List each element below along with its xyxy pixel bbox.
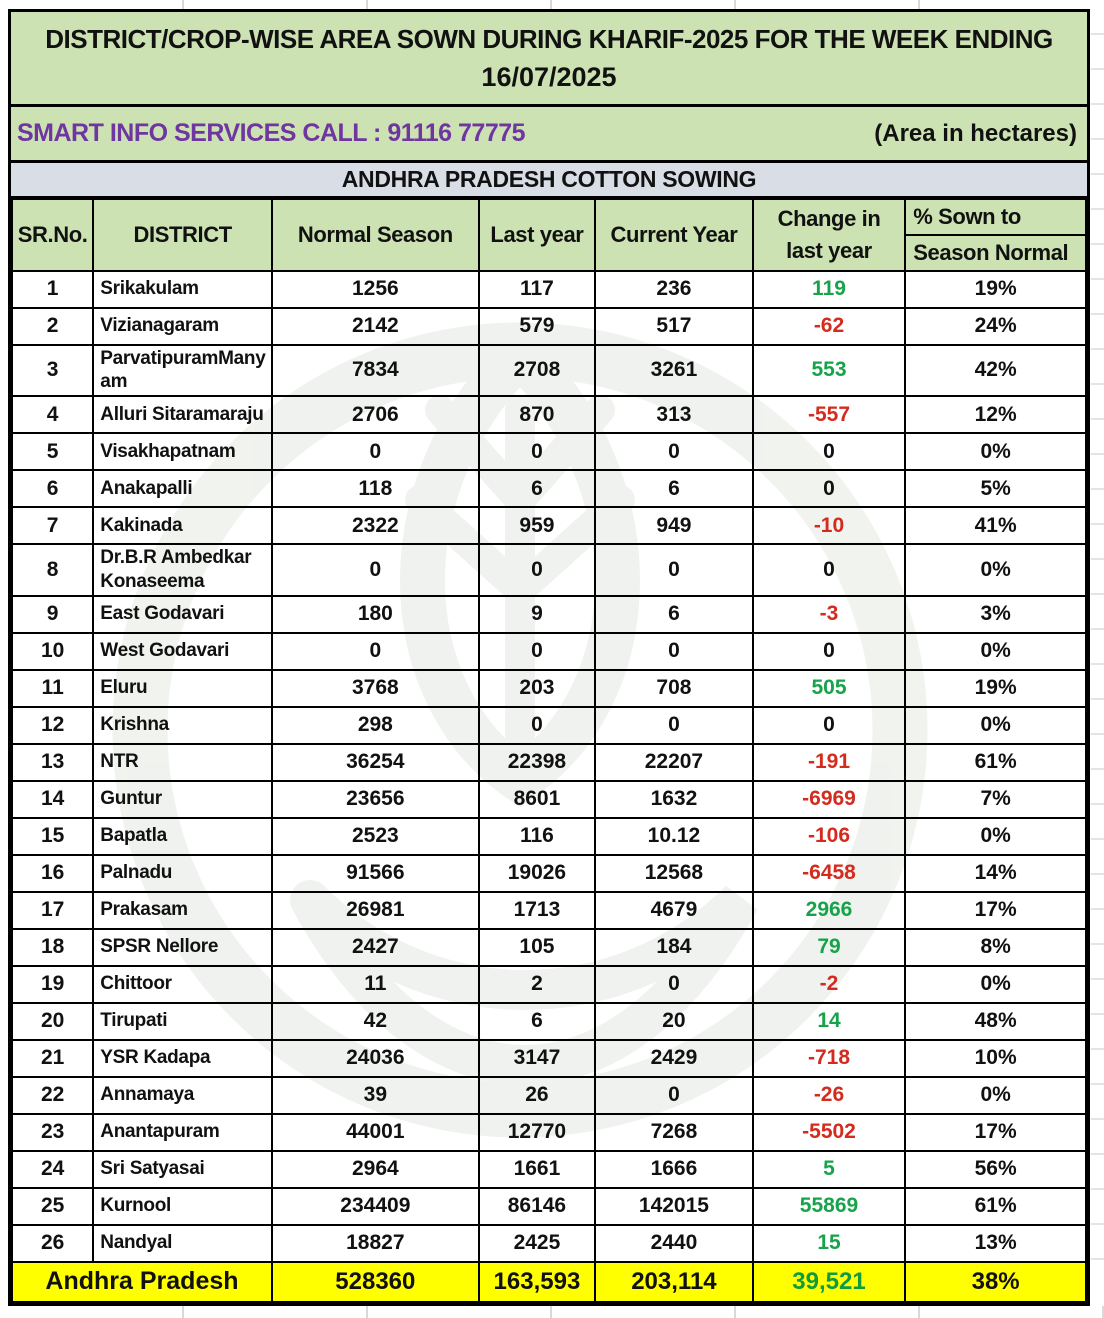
change-cell: -106 bbox=[753, 818, 906, 855]
pct-sown-cell: 0% bbox=[905, 544, 1086, 596]
table-footer bbox=[12, 1262, 1086, 1302]
change-cell: 79 bbox=[753, 929, 906, 966]
normal-season-cell: 0 bbox=[272, 544, 479, 596]
district-cell: Anantapuram bbox=[93, 1114, 272, 1151]
change-cell: -718 bbox=[753, 1040, 906, 1077]
current-year-cell: 0 bbox=[595, 633, 753, 670]
current-year-cell: 1666 bbox=[595, 1151, 753, 1188]
sr-cell: 17 bbox=[12, 892, 93, 929]
district-cell: Sri Satyasai bbox=[93, 1151, 272, 1188]
change-cell: 2966 bbox=[753, 892, 906, 929]
pct-sown-cell: 7% bbox=[905, 781, 1086, 818]
current-year-cell: 3261 bbox=[595, 345, 753, 397]
last-year-cell: 203 bbox=[479, 670, 595, 707]
normal-season-cell: 2322 bbox=[272, 507, 479, 544]
table-row bbox=[12, 470, 1086, 507]
table-row bbox=[12, 1151, 1086, 1188]
normal-season-cell: 26981 bbox=[272, 892, 479, 929]
table-row bbox=[12, 818, 1086, 855]
district-cell: Annamaya bbox=[93, 1077, 272, 1114]
change-cell: -2 bbox=[753, 966, 906, 1003]
sowing-table bbox=[11, 198, 1087, 1302]
sr-cell: 24 bbox=[12, 1151, 93, 1188]
table-row bbox=[12, 271, 1086, 308]
last-year-cell: 6 bbox=[479, 470, 595, 507]
current-year-cell: 0 bbox=[595, 433, 753, 470]
current-year-cell: 184 bbox=[595, 929, 753, 966]
district-cell: NTR bbox=[93, 744, 272, 781]
sr-cell: 16 bbox=[12, 855, 93, 892]
sr-cell: 8 bbox=[12, 544, 93, 596]
current-year-cell: 6 bbox=[595, 596, 753, 633]
sr-cell: 10 bbox=[12, 633, 93, 670]
normal-season-cell: 298 bbox=[272, 707, 479, 744]
pct-sown-cell: 14% bbox=[905, 855, 1086, 892]
pct-sown-cell: 56% bbox=[905, 1151, 1086, 1188]
last-year-cell: 19026 bbox=[479, 855, 595, 892]
pct-sown-cell: 61% bbox=[905, 1188, 1086, 1225]
pct-sown-cell: 48% bbox=[905, 1003, 1086, 1040]
current-year-cell: 2429 bbox=[595, 1040, 753, 1077]
normal-season-cell: 2964 bbox=[272, 1151, 479, 1188]
table-row bbox=[12, 966, 1086, 1003]
normal-season-cell: 42 bbox=[272, 1003, 479, 1040]
pct-sown-cell: 0% bbox=[905, 966, 1086, 1003]
total-label: Andhra Pradesh bbox=[12, 1262, 272, 1302]
district-cell: Vizianagaram bbox=[93, 308, 272, 345]
col-header-change bbox=[753, 199, 906, 270]
sr-cell: 4 bbox=[12, 396, 93, 433]
current-year-cell: 1632 bbox=[595, 781, 753, 818]
sr-cell: 11 bbox=[12, 670, 93, 707]
col-header-change-line1: Change in bbox=[777, 206, 881, 232]
pct-sown-cell: 0% bbox=[905, 633, 1086, 670]
last-year-cell: 116 bbox=[479, 818, 595, 855]
district-cell: Nandyal bbox=[93, 1225, 272, 1262]
change-cell: 0 bbox=[753, 544, 906, 596]
change-cell: 0 bbox=[753, 433, 906, 470]
last-year-cell: 9 bbox=[479, 596, 595, 633]
last-year-cell: 0 bbox=[479, 544, 595, 596]
district-cell: Tirupati bbox=[93, 1003, 272, 1040]
normal-season-cell: 180 bbox=[272, 596, 479, 633]
sheet-bottom-gridlines bbox=[0, 1306, 1104, 1318]
change-cell: -6969 bbox=[753, 781, 906, 818]
change-cell: -6458 bbox=[753, 855, 906, 892]
sr-cell: 25 bbox=[12, 1188, 93, 1225]
change-cell: -62 bbox=[753, 308, 906, 345]
normal-season-cell: 118 bbox=[272, 470, 479, 507]
pct-sown-cell: 0% bbox=[905, 433, 1086, 470]
last-year-cell: 6 bbox=[479, 1003, 595, 1040]
district-cell: Kakinada bbox=[93, 507, 272, 544]
table-header bbox=[12, 199, 1086, 270]
change-cell: 553 bbox=[753, 345, 906, 397]
sheet-top-gridlines bbox=[0, 0, 1104, 9]
col-header-change-line2: last year bbox=[786, 238, 872, 264]
normal-season-cell: 2142 bbox=[272, 308, 479, 345]
current-year-cell: 10.12 bbox=[595, 818, 753, 855]
pct-sown-cell: 17% bbox=[905, 1114, 1086, 1151]
normal-season-cell: 39 bbox=[272, 1077, 479, 1114]
current-year-cell: 4679 bbox=[595, 892, 753, 929]
sr-cell: 14 bbox=[12, 781, 93, 818]
last-year-cell: 86146 bbox=[479, 1188, 595, 1225]
sr-cell: 3 bbox=[12, 345, 93, 397]
normal-season-cell: 1256 bbox=[272, 271, 479, 308]
current-year-cell: 0 bbox=[595, 1077, 753, 1114]
current-year-cell: 6 bbox=[595, 470, 753, 507]
last-year-cell: 0 bbox=[479, 633, 595, 670]
district-cell: Srikakulam bbox=[93, 271, 272, 308]
sr-cell: 19 bbox=[12, 966, 93, 1003]
change-cell: -3 bbox=[753, 596, 906, 633]
pct-sown-cell: 24% bbox=[905, 308, 1086, 345]
sr-cell: 5 bbox=[12, 433, 93, 470]
current-year-cell: 22207 bbox=[595, 744, 753, 781]
change-cell: 15 bbox=[753, 1225, 906, 1262]
last-year-cell: 1661 bbox=[479, 1151, 595, 1188]
pct-sown-cell: 12% bbox=[905, 396, 1086, 433]
sr-cell: 21 bbox=[12, 1040, 93, 1077]
district-cell: SPSR Nellore bbox=[93, 929, 272, 966]
last-year-cell: 2 bbox=[479, 966, 595, 1003]
col-header-district: DISTRICT bbox=[93, 199, 272, 270]
last-year-cell: 2708 bbox=[479, 345, 595, 397]
normal-season-cell: 91566 bbox=[272, 855, 479, 892]
report-title-box bbox=[11, 12, 1087, 107]
pct-sown-cell: 41% bbox=[905, 507, 1086, 544]
change-cell: -557 bbox=[753, 396, 906, 433]
current-year-cell: 142015 bbox=[595, 1188, 753, 1225]
change-cell: 5 bbox=[753, 1151, 906, 1188]
normal-season-cell: 3768 bbox=[272, 670, 479, 707]
normal-season-cell: 23656 bbox=[272, 781, 479, 818]
last-year-cell: 0 bbox=[479, 433, 595, 470]
district-cell: Chittoor bbox=[93, 966, 272, 1003]
district-cell: Krishna bbox=[93, 707, 272, 744]
current-year-cell: 708 bbox=[595, 670, 753, 707]
sr-cell: 1 bbox=[12, 271, 93, 308]
table-row bbox=[12, 744, 1086, 781]
col-header-pct-line2: Season Normal bbox=[913, 240, 1069, 266]
district-cell: Prakasam bbox=[93, 892, 272, 929]
pct-sown-cell: 61% bbox=[905, 744, 1086, 781]
table-row bbox=[12, 596, 1086, 633]
total-pct-sown: 38% bbox=[905, 1262, 1086, 1302]
normal-season-cell: 0 bbox=[272, 633, 479, 670]
sr-cell: 15 bbox=[12, 818, 93, 855]
district-cell: Bapatla bbox=[93, 818, 272, 855]
table-row bbox=[12, 855, 1086, 892]
district-cell: Alluri Sitaramaraju bbox=[93, 396, 272, 433]
district-cell: West Godavari bbox=[93, 633, 272, 670]
pct-sown-cell: 19% bbox=[905, 271, 1086, 308]
last-year-cell: 3147 bbox=[479, 1040, 595, 1077]
table-row bbox=[12, 544, 1086, 596]
current-year-cell: 313 bbox=[595, 396, 753, 433]
table-row bbox=[12, 781, 1086, 818]
table-row bbox=[12, 507, 1086, 544]
pct-sown-cell: 3% bbox=[905, 596, 1086, 633]
sr-cell: 23 bbox=[12, 1114, 93, 1151]
total-change: 39,521 bbox=[753, 1262, 906, 1302]
normal-season-cell: 2523 bbox=[272, 818, 479, 855]
district-cell: Eluru bbox=[93, 670, 272, 707]
change-cell: 0 bbox=[753, 707, 906, 744]
normal-season-cell: 2427 bbox=[272, 929, 479, 966]
sr-cell: 20 bbox=[12, 1003, 93, 1040]
sr-cell: 9 bbox=[12, 596, 93, 633]
normal-season-cell: 44001 bbox=[272, 1114, 479, 1151]
normal-season-cell: 18827 bbox=[272, 1225, 479, 1262]
pct-sown-cell: 0% bbox=[905, 818, 1086, 855]
district-cell: YSR Kadapa bbox=[93, 1040, 272, 1077]
current-year-cell: 517 bbox=[595, 308, 753, 345]
total-normal-season: 528360 bbox=[272, 1262, 479, 1302]
district-cell: Kurnool bbox=[93, 1188, 272, 1225]
pct-sown-cell: 8% bbox=[905, 929, 1086, 966]
col-header-srno: SR.No. bbox=[12, 199, 93, 270]
table-row bbox=[12, 396, 1086, 433]
total-last-year: 163,593 bbox=[479, 1262, 595, 1302]
report-title-line1: DISTRICT/CROP-WISE AREA SOWN DURING KHARIF-2025 FOR THE WEEK ENDING bbox=[45, 24, 1053, 54]
total-current-year: 203,114 bbox=[595, 1262, 753, 1302]
normal-season-cell: 2706 bbox=[272, 396, 479, 433]
change-cell: -191 bbox=[753, 744, 906, 781]
table-row bbox=[12, 929, 1086, 966]
table-row bbox=[12, 892, 1086, 929]
district-cell: Dr.B.R Ambedkar Konaseema bbox=[93, 544, 272, 596]
last-year-cell: 26 bbox=[479, 1077, 595, 1114]
current-year-cell: 236 bbox=[595, 271, 753, 308]
district-cell: Guntur bbox=[93, 781, 272, 818]
current-year-cell: 12568 bbox=[595, 855, 753, 892]
sheet-right-gutter bbox=[1091, 0, 1104, 1279]
table-row bbox=[12, 1040, 1086, 1077]
change-cell: 505 bbox=[753, 670, 906, 707]
header-row bbox=[12, 199, 1086, 270]
current-year-cell: 20 bbox=[595, 1003, 753, 1040]
last-year-cell: 117 bbox=[479, 271, 595, 308]
normal-season-cell: 0 bbox=[272, 433, 479, 470]
change-cell: -26 bbox=[753, 1077, 906, 1114]
change-cell: -5502 bbox=[753, 1114, 906, 1151]
last-year-cell: 8601 bbox=[479, 781, 595, 818]
sr-cell: 7 bbox=[12, 507, 93, 544]
change-cell: 0 bbox=[753, 470, 906, 507]
normal-season-cell: 7834 bbox=[272, 345, 479, 397]
current-year-cell: 0 bbox=[595, 544, 753, 596]
sr-cell: 26 bbox=[12, 1225, 93, 1262]
area-unit-note: (Area in hectares) bbox=[874, 119, 1077, 147]
pct-sown-cell: 17% bbox=[905, 892, 1086, 929]
change-cell: 119 bbox=[753, 271, 906, 308]
change-cell: 55869 bbox=[753, 1188, 906, 1225]
current-year-cell: 0 bbox=[595, 966, 753, 1003]
table-row bbox=[12, 1188, 1086, 1225]
last-year-cell: 0 bbox=[479, 707, 595, 744]
pct-sown-cell: 0% bbox=[905, 707, 1086, 744]
normal-season-cell: 11 bbox=[272, 966, 479, 1003]
sr-cell: 22 bbox=[12, 1077, 93, 1114]
table-row bbox=[12, 670, 1086, 707]
pct-sown-cell: 42% bbox=[905, 345, 1086, 397]
change-cell: 14 bbox=[753, 1003, 906, 1040]
normal-season-cell: 36254 bbox=[272, 744, 479, 781]
pct-sown-cell: 19% bbox=[905, 670, 1086, 707]
report-container bbox=[8, 9, 1090, 1306]
change-cell: -10 bbox=[753, 507, 906, 544]
table-row bbox=[12, 1114, 1086, 1151]
sr-cell: 13 bbox=[12, 744, 93, 781]
sr-cell: 6 bbox=[12, 470, 93, 507]
normal-season-cell: 24036 bbox=[272, 1040, 479, 1077]
district-cell: Anakapalli bbox=[93, 470, 272, 507]
current-year-cell: 2440 bbox=[595, 1225, 753, 1262]
change-cell: 0 bbox=[753, 633, 906, 670]
table-body bbox=[12, 271, 1086, 1262]
pct-sown-cell: 13% bbox=[905, 1225, 1086, 1262]
report-title-date: 16/07/2025 bbox=[481, 61, 617, 92]
info-row bbox=[11, 107, 1087, 163]
current-year-cell: 0 bbox=[595, 707, 753, 744]
district-cell: East Godavari bbox=[93, 596, 272, 633]
pct-sown-cell: 5% bbox=[905, 470, 1086, 507]
table-row bbox=[12, 707, 1086, 744]
col-header-current-year: Current Year bbox=[595, 199, 753, 270]
current-year-cell: 7268 bbox=[595, 1114, 753, 1151]
table-row bbox=[12, 633, 1086, 670]
last-year-cell: 2425 bbox=[479, 1225, 595, 1262]
total-row bbox=[12, 1262, 1086, 1302]
last-year-cell: 1713 bbox=[479, 892, 595, 929]
col-header-pct-line1: % Sown to bbox=[906, 200, 1085, 236]
table-row bbox=[12, 1003, 1086, 1040]
last-year-cell: 579 bbox=[479, 308, 595, 345]
col-header-pct-sown bbox=[905, 199, 1086, 270]
last-year-cell: 959 bbox=[479, 507, 595, 544]
pct-sown-cell: 0% bbox=[905, 1077, 1086, 1114]
table-row bbox=[12, 1077, 1086, 1114]
col-header-last-year: Last year bbox=[479, 199, 595, 270]
table-row bbox=[12, 308, 1086, 345]
last-year-cell: 12770 bbox=[479, 1114, 595, 1151]
sr-cell: 2 bbox=[12, 308, 93, 345]
service-contact-text: SMART INFO SERVICES CALL : 91116 77775 bbox=[17, 119, 526, 148]
district-cell: ParvatipuramManyam bbox=[93, 345, 272, 397]
current-year-cell: 949 bbox=[595, 507, 753, 544]
district-cell: Visakhapatnam bbox=[93, 433, 272, 470]
sr-cell: 18 bbox=[12, 929, 93, 966]
table-row bbox=[12, 345, 1086, 397]
table-row bbox=[12, 433, 1086, 470]
normal-season-cell: 234409 bbox=[272, 1188, 479, 1225]
section-title: ANDHRA PRADESH COTTON SOWING bbox=[11, 163, 1087, 198]
pct-sown-cell: 10% bbox=[905, 1040, 1086, 1077]
last-year-cell: 22398 bbox=[479, 744, 595, 781]
table-row bbox=[12, 1225, 1086, 1262]
col-header-normal-season: Normal Season bbox=[272, 199, 479, 270]
sr-cell: 12 bbox=[12, 707, 93, 744]
district-cell: Palnadu bbox=[93, 855, 272, 892]
last-year-cell: 105 bbox=[479, 929, 595, 966]
last-year-cell: 870 bbox=[479, 396, 595, 433]
